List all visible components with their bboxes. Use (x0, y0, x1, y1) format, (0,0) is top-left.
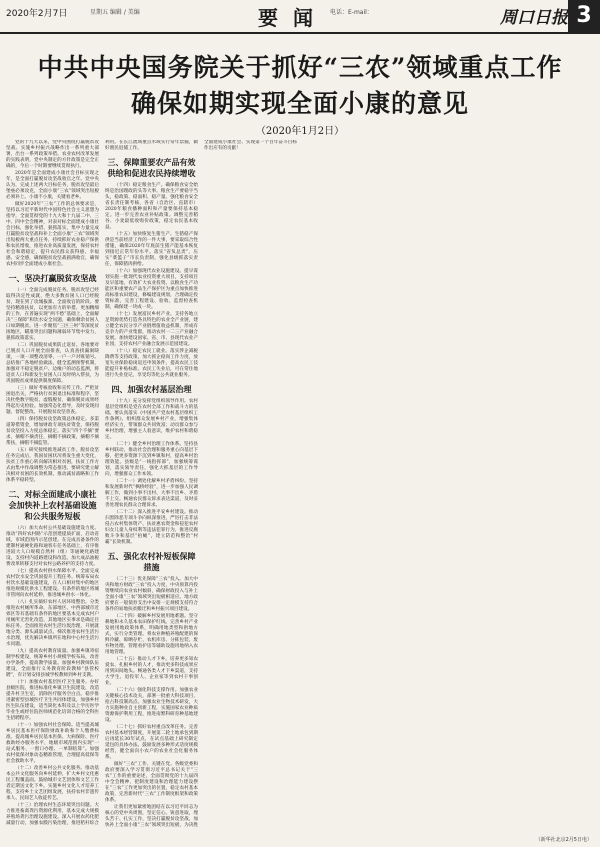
body-paragraph: （十七）发展富民乡村产业。支持各地立足资源优势打造各具特色的农业全产业链，建立健全农民分享产业链增值收益机制，形成有竞争力的产业集群，推动农村一二三产业融合发展。加快建设国家、省、市、县现代农业产业园，支持农村产业融合发展示范园建设。 (105, 312, 198, 347)
section-heading: 四、加强农村基层治理 (111, 385, 192, 394)
intro-paragraph: 做好2020年“三农”工作的总体要求是，坚持以习近平新时代中国特色社会主义思想为指导，全面贯彻党的十九大和十九届二中、三中、四中全会精神，对表对标全面建成小康社会目标，强化举措、狠抓落实，集中力量完成打赢脱贫攻坚战和补上全面小康“三农”领域突出短板两大重点任务，持续抓好农业稳产保供和农民增收，推进农业高质量发展，保持农村社会和谐稳定，提升农民群众获得感、幸福感、安全感，确保脱贫攻坚战圆满收官，确保农村同步全面建成小康社会。 (6, 202, 99, 267)
article-body (6, 140, 594, 835)
headline-line-2: 确保如期实现全面小康的意见 (130, 89, 469, 118)
body-paragraph: （十二）改善乡村公共文化服务。推动基本公共文化服务向乡村延伸，扩大乡村文化惠民工程覆盖面。鼓励城市文艺团体和文艺工作者定期送文化下乡。实施乡村文化人才培养工程，支持乡土文艺团组发展，扶持农村非遗传承人、民间艺人收徒传艺。 (6, 766, 99, 801)
editor-credits: 星期五 编辑 / 美编 (90, 9, 140, 16)
page-header (0, 0, 600, 34)
body-paragraph: （八）扎实搞好农村人居环境整治。分类推进农村厕所革命，东部地区、中西部城市近郊区等有基础有条件的地区要基本完成农村户用厕所无害化改造，其他地区实事求是确定目标任务。全面推进农村生活垃圾治理，开展就地分类、源头减量试点。梯次推进农村生活污水治理，优先解决乡镇所在地和中心村生活污水问题。 (6, 600, 99, 647)
body-paragraph: （十四）稳定粮食生产。确保粮食安全始终是治国理政的头等大事。粮食生产要稳字当头，稳政策、稳面积、稳产量。强化粮食安全省长责任制考核，各省（自治区、直辖市）2020年粮食播种面积和产量要保持基本稳定。进一步完善农业补贴政策。调整完善稻谷、小麦最低收购价政策，稳定农民基本收益。 (105, 183, 198, 230)
intro-paragraph: 党的十九大以来，党中央围绕打赢脱贫攻坚战、实施乡村振兴战略作出一系列重大部署，出台一系列政策举措。农业农村改革发展的实践表明，党中央制定的方针政策是完全正确的，今后一个时期要继续贯彻执行。 (6, 140, 99, 169)
source-note: （新华社北京2月5日电） (535, 837, 592, 843)
newspaper-name: 周口日报 (500, 8, 568, 28)
body-paragraph: （四）保持脱贫攻坚政策总体稳定。多渠道筹措资金，增加财政专项扶贫资金，保持脱贫攻坚投入力度总体稳定。落实“四个不摘”要求，摘帽不摘责任，摘帽不摘政策，摘帽不摘帮扶，摘帽不摘监管。 (6, 417, 99, 446)
body-paragraph: （十三）治理农村生态环境突出问题。大力推进畜禽粪污资源化利用，基本完成大规模养殖场粪污治理设施建设。深入开展农药化肥减量行动，加强农膜污染治理，推进秸秆综合利用。在长江流域重点水域实行常年禁捕，做好渔民退捕工作。 (6, 140, 198, 826)
body-paragraph: （二）巩固脱贫成果防止返贫。各地要对已脱贫人口开展全面排查，认真查找漏洞缺项，一项一项整改清零，一户一户对账销号。总结推广各地经验做法，健全监测预警机制，加强对不稳定脱贫户、边缘户的动态监测，将返贫人口和新发生贫困人口及时纳入帮扶，为巩固脱贫成果提供制度保障。 (6, 343, 99, 384)
body-paragraph: 做好“三农”工作，关键在党。各级党委和政府要深入学习贯彻习近平总书记关于“三农”工作的重要论述，全面贯彻党的十九届四中全会精神，把制度建设和治理能力建设摆在“三农”工作更加突出的位置，稳定农村基本政策，完善新时代“三农”工作制度框架和政策体系。 (105, 762, 198, 803)
body-paragraph: （九）提高农村教育质量。加强乡镇寄宿制学校建设，统筹乡村小规模学校布局，改善办学条件，提高教学质量。加强乡村教师队伍建设，全面推行义务教育阶段教师“县管校聘”，有计划安排县城学校教师到乡村支教。 (6, 649, 99, 678)
page-number: 3 (568, 0, 600, 32)
body-paragraph: （十八）稳定农民工就业。落实涉企减税降费等支持政策，加大援企稳岗工作力度，放宽失业保险稳岗返还申领条件，提高农民工技能提升补贴标准。农民工失业后，可在常住地进行失业登记，享受均等化公共就业服务。 (105, 349, 198, 378)
body-paragraph: 让我们更加紧密地团结在以习近平同志为核心的党中央周围，坚定信心、锐意进取，埋头苦干、扎实工作，坚决打赢脱贫攻坚战，加快补上全面小康“三农”领域突出短板，为决胜全面建成小康社会、实现第一个百年奋斗目标作出应有的贡献！ (105, 140, 297, 828)
issue-date: 2020年2月7日 (6, 9, 68, 19)
article-dateline: （2020年1月2日） (255, 126, 345, 137)
contact-info: 电话：E-mail： (330, 9, 373, 16)
body-paragraph: （一）全面完成脱贫任务。脱贫攻坚已经取得决定性成就，绝大多数贫困人口已经脱贫，现在到了攻城拔寨、全面收官的阶段。要坚持精准扶贫，以更加有力的举措、更加精细的工作，在普遍实现“两不愁”基础上，全面解决“三保障”和饮水安全问题，确保剩余贫困人口如期脱贫。进一步聚焦“三区三州”等深度贫困地区，瞄准突出问题和薄弱环节集中发力，狠抓政策落实。 (6, 288, 99, 341)
intro-paragraph: 2020年是全面建成小康社会目标实现之年，是全面打赢脱贫攻坚战收官之年。党中央认为，完成上述两大目标任务，脱贫攻坚最后堡垒必须攻克，全面小康“三农”领域突出短板必须补上。小康不小康，关键看老乡。 (6, 171, 99, 200)
section-name: 要 闻 (258, 6, 317, 30)
body-paragraph: （十九）充分发挥党组织领导作用。农村基层党组织是党在农村全部工作和战斗力的基础。要认真落实《中国共产党农村基层组织工作条例》，组织群众发展乡村产业，增强集体经济实力，带领群众共同致富；动员群众参与乡村治理，增强主人翁意识，维护农村和谐稳定。 (105, 399, 198, 440)
body-paragraph: （二十三）优先保障“三农”投入。加大中央和地方财政“三农”投入力度，中央预算内投资继续向农业农村倾斜，确保财政投入与补上全面小康“三农”领域突出短板相适应。地方政府要在一般债券支出中安排一定规模支持符合条件的易地扶贫搬迁和乡村振兴项目建设。 (105, 577, 198, 612)
section-heading: 五、强化农村补短板保障措施 (107, 552, 196, 572)
body-paragraph: （二十五）推动人才下乡。培养更多知农爱农、扎根乡村的人才，推动更多科技成果应用到田间地头。畅通各类人才下乡渠道，支持大学生、退役军人、企业家等到农村干事创业。 (105, 657, 198, 686)
body-paragraph: （十一）加强农村社会保障。适当提高城乡居民基本医疗保险财政补助和个人缴费标准。提高城乡居民基本医保、大病保险、医疗救助经办服务水平，地级市域范围内实现“一站式服务、一窗口办理、一单制结算”。加强农村低保对象动态精准管理，合理提高低保等社会救助水平。 (6, 723, 99, 764)
body-paragraph: （二十七）抓好农村重点改革任务。完善农村基本经营制度，开展第二轮土地承包到期后再延长30年试点，在试点基础上研究制定延包的具体办法。鼓励发展多种形式适度规模经营，健全面向小农户的农业社会化服务体系。 (105, 725, 198, 760)
body-paragraph: （二十六）强化科技支撑作用。加强农业关键核心技术攻关，部署一批重大科技项目，抢占科技制高点。加强农业生物技术研发，大力实施种业自主创新工程，实施国家农业种质资源保护利用工程，推进南繁科研育种基地建设。 (105, 688, 198, 723)
body-paragraph: （二十）健全乡村治理工作体系。坚持县乡村联动，推动社会治理和服务重心向基层下移，把更多资源下沉到乡镇和村，提高乡村治理效能。县级是“一线指挥部”，加强统筹谋划，落实领导责任，强化大抓基层的工作导向，增强群众工作本领。 (105, 442, 198, 477)
body-paragraph: （二十四）破解乡村发展用地难题。坚守耕地和永久基本农田保护红线。完善乡村产业发展用地政策体系，明确用地类型和供地方式，实行分类管理。将农业种植养殖配建的保鲜冷藏、晾晒存贮、农机库房、分拣包装、废弃物处理、管理看护房等辅助设施用地纳入农用地管理。 (105, 614, 198, 655)
body-paragraph: （二十二）深入推进平安乡村建设。推动扫黑除恶专项斗争向纵深推进，严厉打击非法侵占农村集体资产、扶贫惠农资金和侵犯农村妇女儿童人身权利等违法犯罪行为，推进反腐败斗争和基层“拍蝇”，建立防范和整治“村霸”长效机制。 (105, 510, 198, 545)
section-heading: 三、保障重要农产品有效供给和促进农民持续增收 (107, 158, 196, 178)
body-paragraph: （七）提高农村供水保障水平。全面完成农村饮水安全巩固提升工程任务。统筹布局农村饮水基础设施建设，在人口相对集中的地区推进规模化供水工程建设。有条件的地区将城市管网向农村延伸，推进城乡供水一体化。 (6, 569, 99, 598)
body-paragraph: （五）研究接续推进减贫工作。脱贫攻坚任务完成后，我国贫困状况将发生重大变化，扶贫工作重心转向解决相对贫困，扶贫工作方式由集中作战调整为常态推进。要研究建立解决相对贫困的长效机制，推动减贫战略和工作体系平稳转型。 (6, 448, 99, 483)
body-paragraph: （二十一）调处化解乡村矛盾纠纷。坚持和发展新时代“枫桥经验”，进一步加强人民调解工作，做到小事不出村、大事不出乡、矛盾不上交。畅通农民群众诉求表达渠道，及时妥善处理农民群众合理诉求。 (105, 479, 198, 508)
section-heading: 二、对标全面建成小康社会加快补上农村基础设施和公共服务短板 (8, 490, 97, 521)
body-paragraph: （十）加强农村基层医疗卫生服务。办好县级医院，推进标准化乡镇卫生院建设，改造提升村卫生室，消除医疗服务空白点。稳步推进紧密型县城医疗卫生共同体建设。加强乡村医生队伍建设，适当简化本科及以上学历医学毕业生或经住院医师规范化培训合格的全科医生招聘程序。 (6, 680, 99, 721)
body-paragraph: （十五）加快恢复生猪生产。生猪稳产保供是当前经济工作的一件大事，要采取综合性措施，确保2020年年底前生猪产能基本恢复到接近正常年份水平。落实“省负总责”，压实“菜篮子”市长负责制，强化县级抓落实责任，保障猪肉供给。 (105, 232, 198, 267)
headline-line-1: 中共中央国务院关于抓好“三农”领域重点工作 (37, 53, 563, 82)
section-heading: 一、坚决打赢脱贫攻坚战 (8, 274, 97, 283)
body-paragraph: （十六）加强现代农业设施建设。提早谋划实施一批现代农业投资重大项目，支持项目及早落地，有效扩大农业投资。以粮食生产功能区和重要农产品生产保护区为重点加快推进高标准农田建设，修编建设规划，合理确定投资标准，完善工程建设、验收、监督检查机制，确保建一块成一块。 (105, 269, 198, 310)
body-paragraph: （六）加大农村公共基础设施建设力度。推动“四好农村路”示范创建提质扩面，启动省域、市域范围内示范创建。在完成具备条件的建制村通硬化路和通客车任务基础上，有序推进较大人口规模自然村（组）等通硬化路建设。支持村内道路建设和改造。加大成品油税费改革转移支付对农村公路养护的支持力度。 (6, 526, 99, 567)
body-paragraph: （三）做好考核验收和宣传工作。严把贫困退出关，严格执行贫困退出标准和程序，坚决杜绝数字脱贫、虚假脱贫，确保脱贫成果经得起历史检验。加强常态化督导，及时发现问题、督促整改。开展脱贫攻坚普查。 (6, 386, 99, 415)
